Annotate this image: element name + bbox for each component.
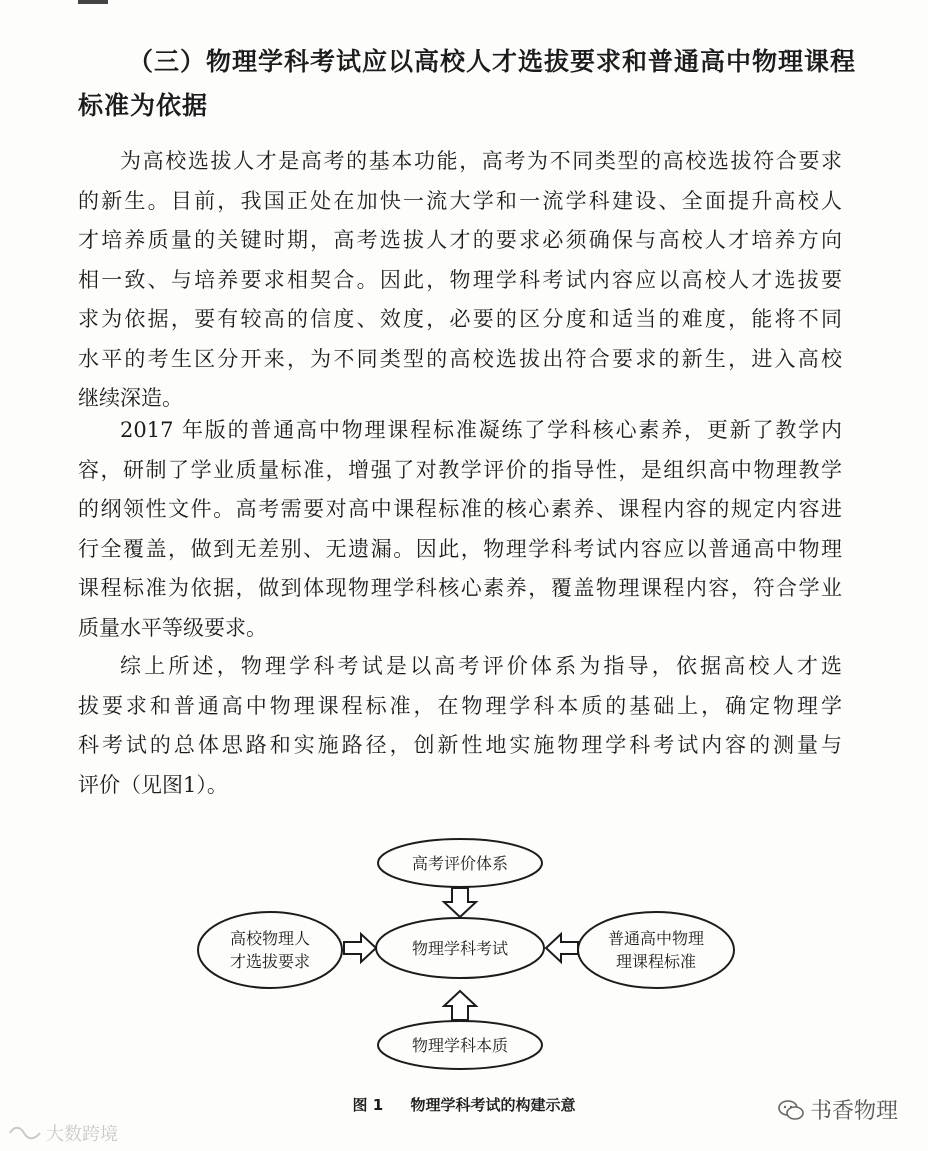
arrow-down-icon — [444, 888, 476, 917]
top-margin-mark — [78, 0, 108, 4]
paragraph-line: 相一致、与培养要求相契合。因此，物理学科考试内容应以高校人才选拔要 — [78, 267, 842, 292]
node-left-ellipse — [198, 912, 342, 988]
wechat-watermark — [778, 1094, 898, 1125]
paragraph-line: 求为依据，要有较高的信度、效度，必要的区分度和适当的难度，能将不同 — [78, 307, 842, 331]
node-right-label-line1: 普通高中物理 — [607, 929, 705, 948]
node-top-label: 高考评价体系 — [411, 854, 509, 873]
paragraph-line: 科考试的总体思路和实施路径，创新性地实施物理学科考试内容的测量与 — [78, 733, 842, 757]
paragraph-line: 课程标准为依据，做到体现物理学科核心素养，覆盖物理课程内容，符合学业 — [78, 576, 842, 600]
node-left-label-line2: 才选拔要求 — [229, 952, 311, 971]
heading-line-2: 标准为依据 — [78, 91, 209, 120]
paragraph-line: 的新生。目前，我国正处在加快一流大学和一流学科建设、全面提升高校人 — [78, 188, 842, 213]
paragraph-line: 综上所述，物理学科考试是以高考评价体系为指导，依据高校人才选 — [120, 654, 842, 678]
watermark-right-text: 书香物理 — [809, 1099, 898, 1124]
arrow-left-icon — [546, 934, 578, 962]
paragraph-line: 质量水平等级要求。 — [78, 615, 267, 640]
wechat-icon — [778, 1099, 804, 1121]
node-right-ellipse — [578, 912, 734, 988]
figure-number: 图 1 — [352, 1096, 384, 1114]
paragraph-line: 拔要求和普通高中物理课程标准，在物理学科本质的基础上，确定物理学 — [78, 693, 842, 718]
paragraph-1 — [78, 142, 842, 419]
node-left-label-line1: 高校物理人 — [229, 929, 311, 948]
paragraph-line: 的纲领性文件。高考需要对高中课程标准的核心素养、课程内容的规定内容进 — [78, 497, 842, 521]
node-bottom-label: 物理学科本质 — [411, 1036, 509, 1055]
node-center-label: 物理学科考试 — [411, 939, 509, 958]
watermark-left-text: 大数跨境 — [46, 1124, 118, 1145]
node-right-label-line2: 理课程标准 — [615, 952, 697, 971]
paragraph-line: 水平的考生区分开来，为不同类型的高校选拔出符合要求的新生，进入高校 — [78, 346, 842, 371]
paragraph-line: 行全覆盖，做到无差别、无遗漏。因此，物理学科考试内容应以普通高中物理 — [78, 536, 842, 561]
corner-watermark — [8, 1120, 118, 1146]
arrow-right-icon — [344, 934, 376, 962]
paragraph-line: 评价（见图1）。 — [78, 772, 228, 797]
paragraph-line: 2017 年版的普通高中物理课程标准凝练了学科核心素养，更新了教学内 — [120, 418, 842, 442]
diagram-svg — [190, 830, 750, 1070]
paragraph-2 — [78, 411, 842, 648]
paragraph-line: 才培养质量的关键时期，高考选拔人才的要求必须确保与高校人才培养方向 — [78, 228, 842, 252]
figure-1-diagram — [190, 830, 750, 1070]
paragraph-line: 为高校选拔人才是高考的基本功能，高考为不同类型的高校选拔符合要求 — [120, 149, 842, 173]
paragraph-line: 容，研制了学业质量标准，增强了对教学评价的指导性，是组织高中物理教学 — [78, 457, 842, 482]
figure-title: 物理学科考试的构建示意 — [410, 1096, 576, 1114]
arrow-up-icon — [444, 991, 476, 1020]
heading-line-1: （三）物理学科考试应以高校人才选拔要求和普通高中物理课程 — [128, 47, 857, 76]
paragraph-3 — [78, 647, 842, 805]
paragraph-line: 继续深造。 — [78, 386, 183, 410]
watermark-logo-icon — [8, 1124, 42, 1142]
section-heading — [78, 40, 858, 128]
